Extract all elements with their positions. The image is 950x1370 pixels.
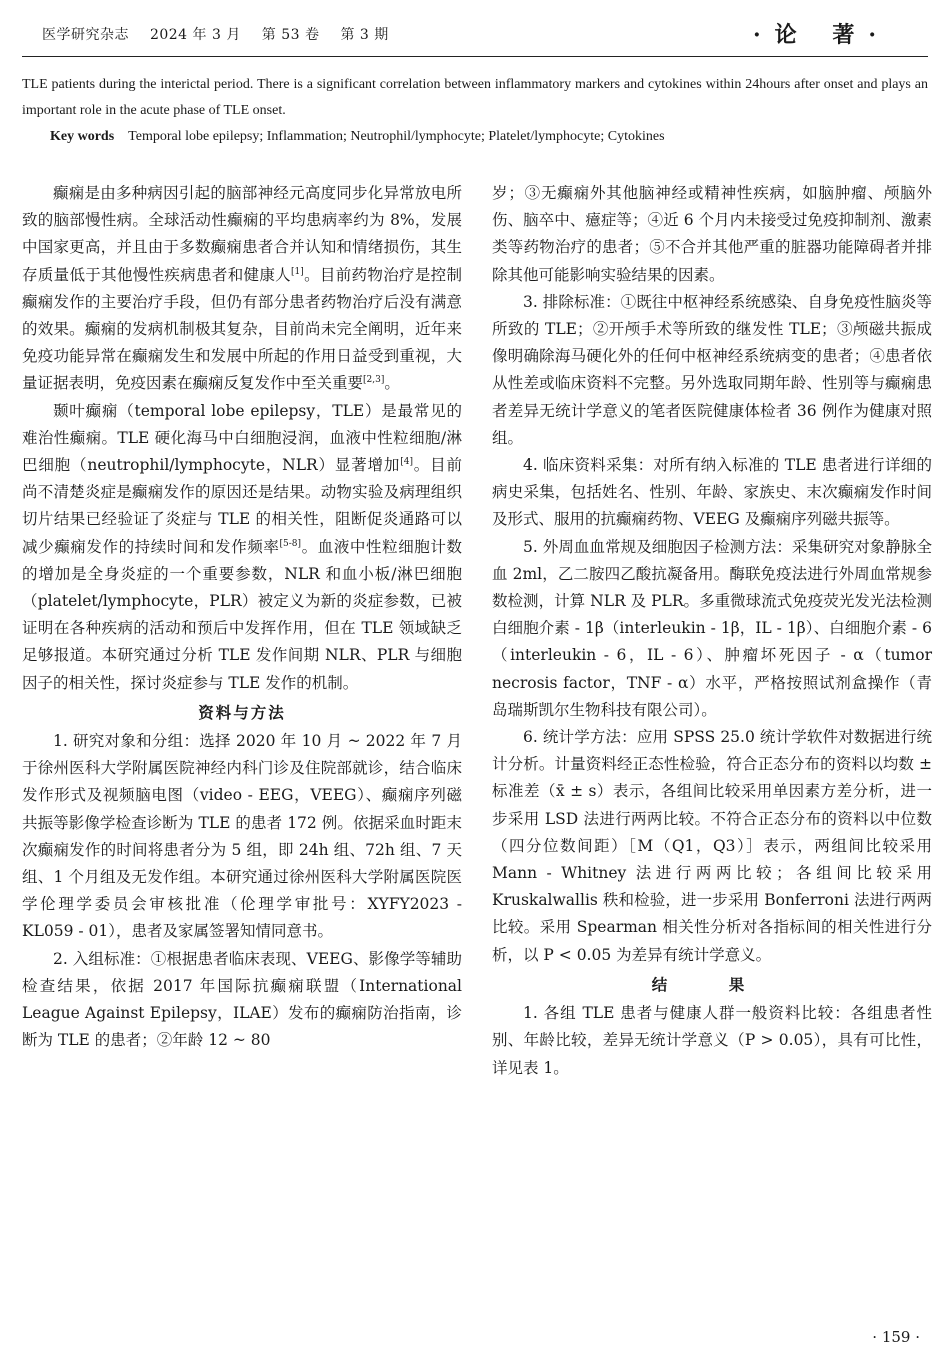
journal-date: 2024 年 3 月 [149,27,241,43]
journal-volume: 第 53 卷 [261,27,320,43]
section-heading-results: 结 果 [651,974,773,994]
section-heading-methods: 资料与方法 [198,702,286,722]
page-number: · 159 · [872,1328,920,1346]
citation: [4] [400,456,413,467]
methods-paragraph-5: 5. 外周血血常规及细胞因子检测方法：采集研究对象静脉全血 2ml，乙二胺四乙酸抗凝备用。酶联免疫法进行外周血常规参数检测，计算 NLR 及 PLR。多重微球流式免疫荧光发光法检测白细胞介素 - 1β（interleukin - 1β，IL - 1β）、白细胞介素 - 6（interleukin - 6，IL - 6）、肿瘤坏死因子 - α（tumor necrosis factor，TNF - α）水平，严格按照试剂盒操作（青岛瑞斯凯尔生物科技有限公司）。 [492,537,932,719]
abstract-tail: TLE patients during the interictal period. There is a significant correlation between inflammatory markers and cytokines within 24hours after onset and plays an important role in the acute phase of TLE onset. [22,77,928,118]
methods-paragraph-6: 6. 统计学方法：应用 SPSS 25.0 统计学软件对数据进行统计分析。计量资料经正态性检验，符合正态分布的资料以均数 ± 标准差（x̄ ± s）表示，各组间比较采用单因素方差分析，进一步采用 LSD 法进行两两比较。不符合正态分布的资料以中位数（四分位数间距）［M（Q1，Q3）］表示，两组间比较采用 Mann - Whitney 法进行两两比较；各组间比较采用 Kruskalwallis 秩和检验，进一步采用 Bonferroni 法进行两两比较。采用 Spearman 相关性分析对各指标间的相关性进行分析，以 P < 0.05 为差异有统计学意义。 [492,728,932,964]
journal-info [42,24,405,44]
citation: [5-8] [279,538,302,549]
intro-paragraph-1: 癫痫是由多种病因引起的脑部神经元高度同步化异常放电所致的脑部慢性病。全球活动性癫痫的平均患病率约为 8%，发展中国家更高，并且由于多数癫痫患者合并认知和情绪损伤，其生存质量低于其他慢性疾病患者和健康人[1]。目前药物治疗是控制癫痫发作的主要治疗手段，但仍有部分患者药物治疗后没有满意的效果。癫痫的发病机制极其复杂，目前尚未完全阐明，近年来免疫功能异常在癫痫发生和发展中所起的作用日益受到重视，大量证据表明，免疫因素在癫痫反复发作中至关重要[2,3]。 [22,184,462,393]
right-column [492,180,932,1082]
citation: [1] [291,266,304,277]
methods-paragraph-3: 3. 排除标准：①既往中枢神经系统感染、自身免疫性脑炎等所致的 TLE；②开颅手术等所致的继发性 TLE；③颅磁共振成像明确除海马硬化外的任何中枢神经系统病变的患者；④患者依从性差或临床资料不完整。另外选取同期年龄、性别等与癫痫患者差异无统计学意义的笔者医院健康体检者 36 例作为健康对照组。 [492,292,932,447]
methods-paragraph-4: 4. 临床资料采集：对所有纳入标准的 TLE 患者进行详细的病史采集，包括姓名、性别、年龄、家族史、末次癫痫发作时间及形式、服用的抗癫痫药物、VEEG 及癫痫序列磁共振等。 [492,456,932,529]
citation: [2,3] [363,375,385,386]
results-paragraph-1: 1. 各组 TLE 患者与健康人群一般资料比较：各组患者性别、年龄比较，差异无统计学意义（P > 0.05），具有可比性，详见表 1。 [492,1004,932,1077]
keywords-label: Key words [50,129,115,144]
journal-issue: 第 3 期 [340,27,389,43]
methods-paragraph-2-continued: 岁；③无癫痫外其他脑神经或精神性疾病，如脑肿瘤、颅脑外伤、脑卒中、癔症等；④近 6 个月内未接受过免疫抑制剂、激素类等药物治疗的患者；⑤不合并其他严重的脏器功能障碍者并排除其他可能影响实验结果的因素。 [492,184,932,284]
methods-paragraph-2: 2. 入组标准：①根据患者临床表现、VEEG、影像学等辅助检查结果，依据 2017 年国际抗癫痫联盟（International League Against Epilepsy，ILAE）发布的癫痫防治指南，诊断为 TLE 的患者；②年龄 12 ~ 80 [22,949,462,1050]
keywords-text: Temporal lobe epilepsy; Inflammation; Neutrophil/lymphocyte; Platelet/lymphocyte; Cytokines [128,129,665,144]
running-header [42,18,908,54]
header-rule [22,56,928,57]
section-tag: ·论 著· [753,22,890,48]
journal-name: 医学研究杂志 [42,27,129,43]
left-column [22,180,462,1055]
methods-paragraph-1: 1. 研究对象和分组：选择 2020 年 10 月 ~ 2022 年 7 月于徐州医科大学附属医院神经内科门诊及住院部就诊，结合临床发作形式及视频脑电图（video - EEG，VEEG）、癫痫序列磁共振等影像学检查诊断为 TLE 的患者 172 例。依据采血时距末次癫痫发作的时间将患者分为 5 组，即 24h 组、72h 组、7 天组、1 个月组及无发作组。本研究通过徐州医科大学附属医院医学伦理学委员会审核批准（伦理学审批号：XYFY2023 - KL059 - 01），患者及家属签署知情同意书。 [22,732,462,941]
intro-paragraph-2: 颞叶癫痫（temporal lobe epilepsy，TLE）是最常见的难治性癫痫。TLE 硬化海马中白细胞浸润，血液中性粒细胞/淋巴细胞（neutrophil/lymphocyte，NLR）显著增加[4]。目前尚不清楚炎症是癫痫发作的原因还是结果。动物实验及病理组织切片结果已经验证了炎症与 TLE 的相关性，阻断促炎通路可以减少癫痫发作的持续时间和发作频率[5-8]。血液中性粒细胞计数的增加是全身炎症的一个重要参数，NLR 和血小板/淋巴细胞（platelet/lymphocyte，PLR）被定义为新的炎症参数，已被证明在各种疾病的活动和预后中发挥作用，但在 TLE 领域缺乏足够报道。本研究通过分析 TLE 发作间期 NLR、PLR 与细胞因子的相关性，探讨炎症参与 TLE 发作的机制。 [22,401,462,692]
keywords [50,125,928,149]
